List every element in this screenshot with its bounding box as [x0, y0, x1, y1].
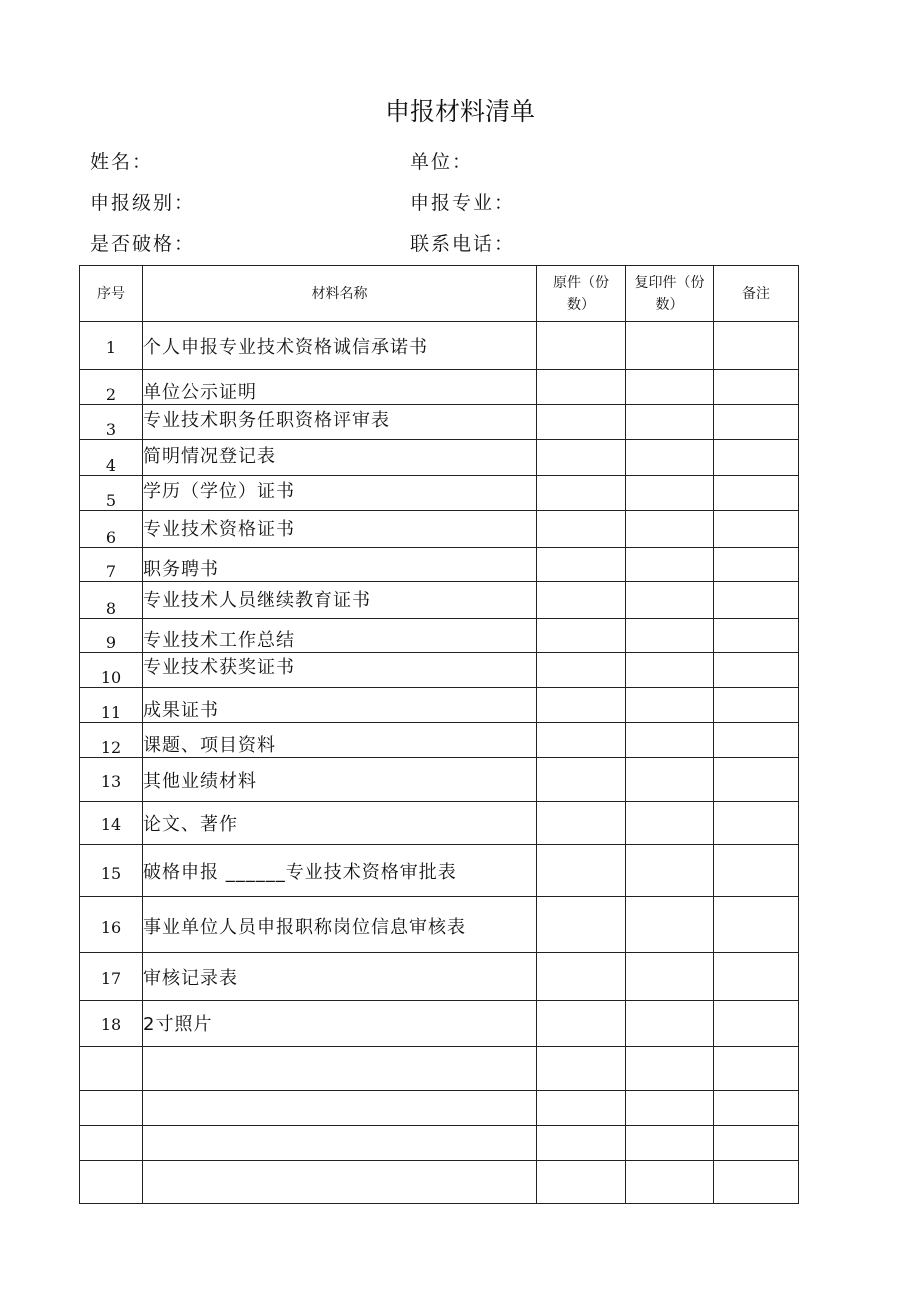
row-copy-cell — [626, 548, 714, 582]
page-title: 申报材料清单 — [384, 97, 535, 126]
row-remark-cell — [714, 802, 799, 845]
row-material-name: 事业单位人员申报职称岗位信息审核表 — [143, 897, 537, 953]
table-row — [80, 1001, 799, 1047]
table-row — [80, 511, 799, 548]
row-remark-cell — [714, 1001, 799, 1047]
row-remark-cell — [714, 723, 799, 758]
row-seq: 13 — [80, 758, 143, 802]
break-rule-field-label: 是否破格： — [90, 233, 196, 255]
name-field-label: 姓名： — [90, 151, 154, 173]
empty-cell — [537, 1091, 626, 1126]
table-row — [80, 370, 799, 405]
row-copy-cell — [626, 619, 714, 653]
table-row — [80, 953, 799, 1001]
row-remark-cell — [714, 405, 799, 440]
empty-cell — [714, 1091, 799, 1126]
row-original-cell — [537, 1001, 626, 1047]
row-material-name: 个人申报专业技术资格诚信承诺书 — [143, 322, 537, 370]
row-copy-cell — [626, 845, 714, 897]
table-row — [80, 688, 799, 723]
table-row — [80, 758, 799, 802]
empty-cell — [537, 1126, 626, 1161]
row-remark-cell — [714, 845, 799, 897]
row-material-name: 论文、著作 — [143, 802, 537, 845]
table-row — [80, 619, 799, 653]
row-original-cell — [537, 548, 626, 582]
header-remark: 备注 — [714, 266, 799, 322]
row-copy-cell — [626, 653, 714, 688]
row-copy-cell — [626, 802, 714, 845]
row-seq: 14 — [80, 802, 143, 845]
row-copy-cell — [626, 476, 714, 511]
row-copy-cell — [626, 953, 714, 1001]
row-original-cell — [537, 688, 626, 723]
row-remark-cell — [714, 758, 799, 802]
level-field-label: 申报级别： — [90, 192, 196, 214]
row-seq: 1 — [80, 322, 143, 370]
table-row — [80, 723, 799, 758]
row-seq: 10 — [80, 653, 143, 688]
header-copy-count: 复印件（份数） — [626, 266, 714, 322]
row-copy-cell — [626, 723, 714, 758]
row-remark-cell — [714, 953, 799, 1001]
row-seq: 7 — [80, 548, 143, 582]
row-remark-cell — [714, 548, 799, 582]
row-material-name: 专业技术资格证书 — [143, 511, 537, 548]
row-seq: 6 — [80, 511, 143, 548]
table-row — [80, 653, 799, 688]
row-material-name: 课题、项目资料 — [143, 723, 537, 758]
row-original-cell — [537, 370, 626, 405]
empty-cell — [143, 1091, 537, 1126]
empty-cell — [537, 1047, 626, 1091]
table-row — [80, 582, 799, 619]
row-original-cell — [537, 511, 626, 548]
empty-cell — [714, 1047, 799, 1091]
row-seq: 3 — [80, 405, 143, 440]
row-original-cell — [537, 897, 626, 953]
table-row — [80, 440, 799, 476]
row-material-name: 专业技术职务任职资格评审表 — [143, 405, 537, 440]
row-material-name: 成果证书 — [143, 688, 537, 723]
table-row — [80, 548, 799, 582]
row-original-cell — [537, 322, 626, 370]
row-material-name: 专业技术工作总结 — [143, 619, 537, 653]
table-row — [80, 405, 799, 440]
empty-cell — [80, 1047, 143, 1091]
empty-cell — [80, 1161, 143, 1204]
empty-cell — [80, 1126, 143, 1161]
header-original-count: 原件（份数） — [537, 266, 626, 322]
row-copy-cell — [626, 582, 714, 619]
table-row — [80, 322, 799, 370]
row-material-name: 学历（学位）证书 — [143, 476, 537, 511]
row-material-name: 专业技术获奖证书 — [143, 653, 537, 688]
row-material-name: 破格申报 ______专业技术资格审批表 — [143, 845, 537, 897]
major-field-label: 申报专业： — [410, 192, 516, 214]
row-original-cell — [537, 619, 626, 653]
table-row — [80, 802, 799, 845]
row-remark-cell — [714, 476, 799, 511]
header-seq: 序号 — [80, 266, 143, 322]
row-material-name: 单位公示证明 — [143, 370, 537, 405]
empty-cell — [714, 1126, 799, 1161]
row-remark-cell — [714, 370, 799, 405]
row-copy-cell — [626, 405, 714, 440]
row-seq: 5 — [80, 476, 143, 511]
row-material-name: 2寸照片 — [143, 1001, 537, 1047]
empty-row — [80, 1047, 799, 1091]
table-row — [80, 476, 799, 511]
row-original-cell — [537, 405, 626, 440]
empty-cell — [714, 1161, 799, 1204]
row-seq: 16 — [80, 897, 143, 953]
materials-table — [79, 265, 799, 1204]
empty-row — [80, 1161, 799, 1204]
phone-field-label: 联系电话： — [410, 233, 516, 255]
row-seq: 4 — [80, 440, 143, 476]
empty-cell — [626, 1126, 714, 1161]
header-material-name: 材料名称 — [143, 266, 537, 322]
row-copy-cell — [626, 1001, 714, 1047]
row-remark-cell — [714, 619, 799, 653]
row-seq: 17 — [80, 953, 143, 1001]
row-copy-cell — [626, 758, 714, 802]
empty-cell — [143, 1047, 537, 1091]
row-material-name: 其他业绩材料 — [143, 758, 537, 802]
empty-row — [80, 1091, 799, 1126]
row-remark-cell — [714, 688, 799, 723]
row-original-cell — [537, 723, 626, 758]
row-seq: 11 — [80, 688, 143, 723]
row-original-cell — [537, 476, 626, 511]
empty-cell — [626, 1047, 714, 1091]
row-copy-cell — [626, 370, 714, 405]
row-remark-cell — [714, 440, 799, 476]
row-seq: 12 — [80, 723, 143, 758]
table-row — [80, 897, 799, 953]
row-remark-cell — [714, 511, 799, 548]
row-original-cell — [537, 582, 626, 619]
row-remark-cell — [714, 582, 799, 619]
row-original-cell — [537, 653, 626, 688]
row-remark-cell — [714, 322, 799, 370]
row-seq: 15 — [80, 845, 143, 897]
table-row — [80, 845, 799, 897]
row-copy-cell — [626, 688, 714, 723]
row-copy-cell — [626, 511, 714, 548]
row-original-cell — [537, 802, 626, 845]
row-material-name: 简明情况登记表 — [143, 440, 537, 476]
row-original-cell — [537, 953, 626, 1001]
row-material-name: 审核记录表 — [143, 953, 537, 1001]
row-seq: 18 — [80, 1001, 143, 1047]
empty-cell — [143, 1126, 537, 1161]
row-copy-cell — [626, 322, 714, 370]
row-copy-cell — [626, 897, 714, 953]
empty-cell — [626, 1161, 714, 1204]
table-header-row — [80, 266, 799, 322]
row-original-cell — [537, 440, 626, 476]
row-remark-cell — [714, 653, 799, 688]
row-original-cell — [537, 758, 626, 802]
row-seq: 9 — [80, 619, 143, 653]
empty-cell — [537, 1161, 626, 1204]
row-seq: 8 — [80, 582, 143, 619]
empty-cell — [80, 1091, 143, 1126]
row-original-cell — [537, 845, 626, 897]
row-material-name: 职务聘书 — [143, 548, 537, 582]
empty-cell — [143, 1161, 537, 1204]
row-material-name: 专业技术人员继续教育证书 — [143, 582, 537, 619]
row-remark-cell — [714, 897, 799, 953]
unit-field-label: 单位： — [410, 151, 474, 173]
row-seq: 2 — [80, 370, 143, 405]
row-copy-cell — [626, 440, 714, 476]
empty-cell — [626, 1091, 714, 1126]
empty-row — [80, 1126, 799, 1161]
